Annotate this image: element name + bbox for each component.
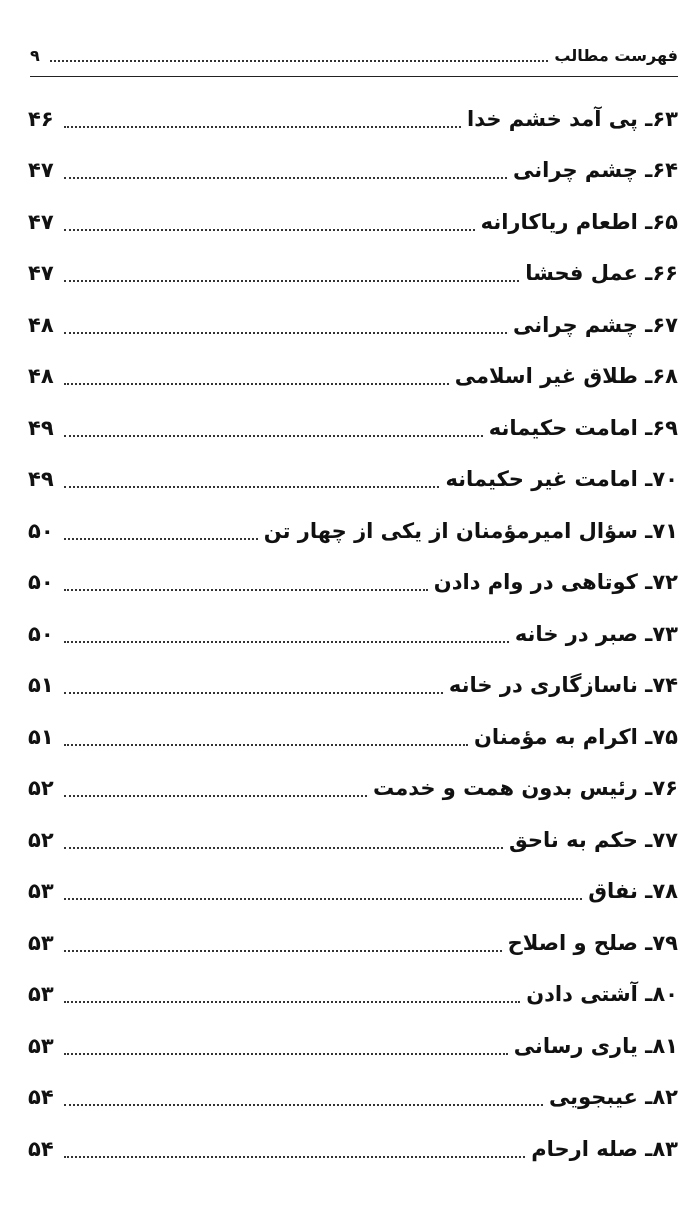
toc-entry-title: ۸۳ـ صله ارحام [531, 1136, 678, 1161]
dot-leader [64, 950, 502, 952]
toc-entry [28, 145, 678, 197]
toc-entry [28, 1072, 678, 1124]
toc-entry-page: ۴۹ [28, 415, 54, 440]
dot-leader [64, 126, 461, 128]
toc-entry-page: ۵۳ [28, 1033, 54, 1058]
toc-list [28, 93, 678, 1175]
toc-entry-page: ۵۳ [28, 879, 54, 904]
toc-entry-title: ۷۱ـ سؤال امیرمؤمنان از یکی از چهار تن [263, 518, 678, 543]
toc-entry-title: ۸۰ـ آشتی دادن [526, 982, 678, 1007]
toc-entry-title: ۷۸ـ نفاق [588, 879, 678, 904]
toc-entry-page: ۴۹ [28, 467, 54, 492]
toc-entry-title: ۶۴ـ چشم چرانی [513, 158, 678, 183]
toc-entry-page: ۴۸ [28, 364, 54, 389]
toc-entry [28, 969, 678, 1021]
toc-entry-title: ۷۷ـ حکم به ناحق [508, 827, 678, 852]
toc-entry [28, 866, 678, 918]
toc-entry-page: ۴۷ [28, 158, 54, 183]
toc-entry-page: ۴۷ [28, 261, 54, 286]
dot-leader [64, 898, 582, 900]
toc-entry-page: ۵۱ [28, 724, 54, 749]
toc-entry-page: ۵۳ [28, 982, 54, 1007]
toc-entry-page: ۵۲ [28, 776, 54, 801]
dot-leader [64, 589, 428, 591]
dot-leader [64, 486, 439, 488]
toc-entry-page: ۵۳ [28, 930, 54, 955]
dot-leader [50, 60, 548, 62]
toc-entry-page: ۵۲ [28, 827, 54, 852]
toc-entry-page: ۵۰ [28, 570, 54, 595]
toc-entry-page: ۴۸ [28, 312, 54, 337]
toc-entry-title: ۶۹ـ امامت حکیمانه [488, 415, 678, 440]
toc-entry [28, 1123, 678, 1175]
toc-entry [28, 196, 678, 248]
toc-entry-title: ۸۲ـ عیبجویی [548, 1085, 678, 1110]
toc-entry-page: ۵۴ [28, 1085, 54, 1110]
toc-entry-page: ۵۱ [28, 673, 54, 698]
toc-entry-page: ۵۰ [28, 621, 54, 646]
toc-entry-title: ۶۵ـ اطعام ریاکارانه [480, 209, 678, 234]
header-divider [30, 76, 678, 77]
toc-entry-title: ۷۰ـ امامت غیر حکیمانه [445, 467, 678, 492]
toc-entry-title: ۷۶ـ رئیس بدون همت و خدمت [372, 776, 678, 801]
header-page-number: ۹ [30, 45, 40, 65]
dot-leader [64, 229, 475, 231]
toc-entry [28, 660, 678, 712]
toc-entry [28, 917, 678, 969]
dot-leader [64, 435, 483, 437]
toc-entry [28, 93, 678, 145]
toc-entry-title: ۶۳ـ پی آمد خشم خدا [467, 106, 678, 131]
toc-entry-title: ۷۴ـ ناسازگاری در خانه [448, 673, 678, 698]
toc-entry-page: ۵۴ [28, 1136, 54, 1161]
toc-entry [28, 505, 678, 557]
toc-entry-title: ۷۳ـ صبر در خانه [514, 621, 678, 646]
toc-entry-title: ۷۵ـ اکرام به مؤمنان [474, 724, 678, 749]
dot-leader [64, 1156, 525, 1158]
dot-leader [64, 280, 519, 282]
dot-leader [64, 1053, 508, 1055]
toc-entry [28, 814, 678, 866]
toc-entry-title: ۷۹ـ صلح و اصلاح [507, 930, 678, 955]
running-header [30, 40, 678, 70]
dot-leader [64, 1104, 543, 1106]
toc-entry [28, 402, 678, 454]
dot-leader [64, 744, 468, 746]
toc-entry-title: ۷۲ـ کوتاهی در وام دادن [433, 570, 678, 595]
toc-entry [28, 299, 678, 351]
toc-entry [28, 351, 678, 403]
toc-entry [28, 763, 678, 815]
toc-entry-title: ۶۷ـ چشم چرانی [513, 312, 678, 337]
toc-entry-page: ۴۶ [28, 106, 54, 131]
dot-leader [64, 847, 503, 849]
toc-entry-title: ۶۶ـ عمل فحشا [525, 261, 678, 286]
dot-leader [64, 641, 509, 643]
toc-entry [28, 608, 678, 660]
dot-leader [64, 332, 507, 334]
toc-entry [28, 557, 678, 609]
toc-entry [28, 248, 678, 300]
dot-leader [64, 692, 443, 694]
dot-leader [64, 538, 258, 540]
dot-leader [64, 177, 507, 179]
toc-entry-page: ۴۷ [28, 209, 54, 234]
dot-leader [64, 383, 449, 385]
dot-leader [64, 795, 367, 797]
toc-entry [28, 711, 678, 763]
toc-entry-title: ۶۸ـ طلاق غیر اسلامی [454, 364, 678, 389]
dot-leader [64, 1001, 520, 1003]
toc-entry-title: ۸۱ـ یاری رسانی [513, 1033, 678, 1058]
toc-entry-page: ۵۰ [28, 518, 54, 543]
toc-entry [28, 1020, 678, 1072]
toc-entry [28, 454, 678, 506]
header-title: فهرست مطالب [554, 45, 678, 65]
